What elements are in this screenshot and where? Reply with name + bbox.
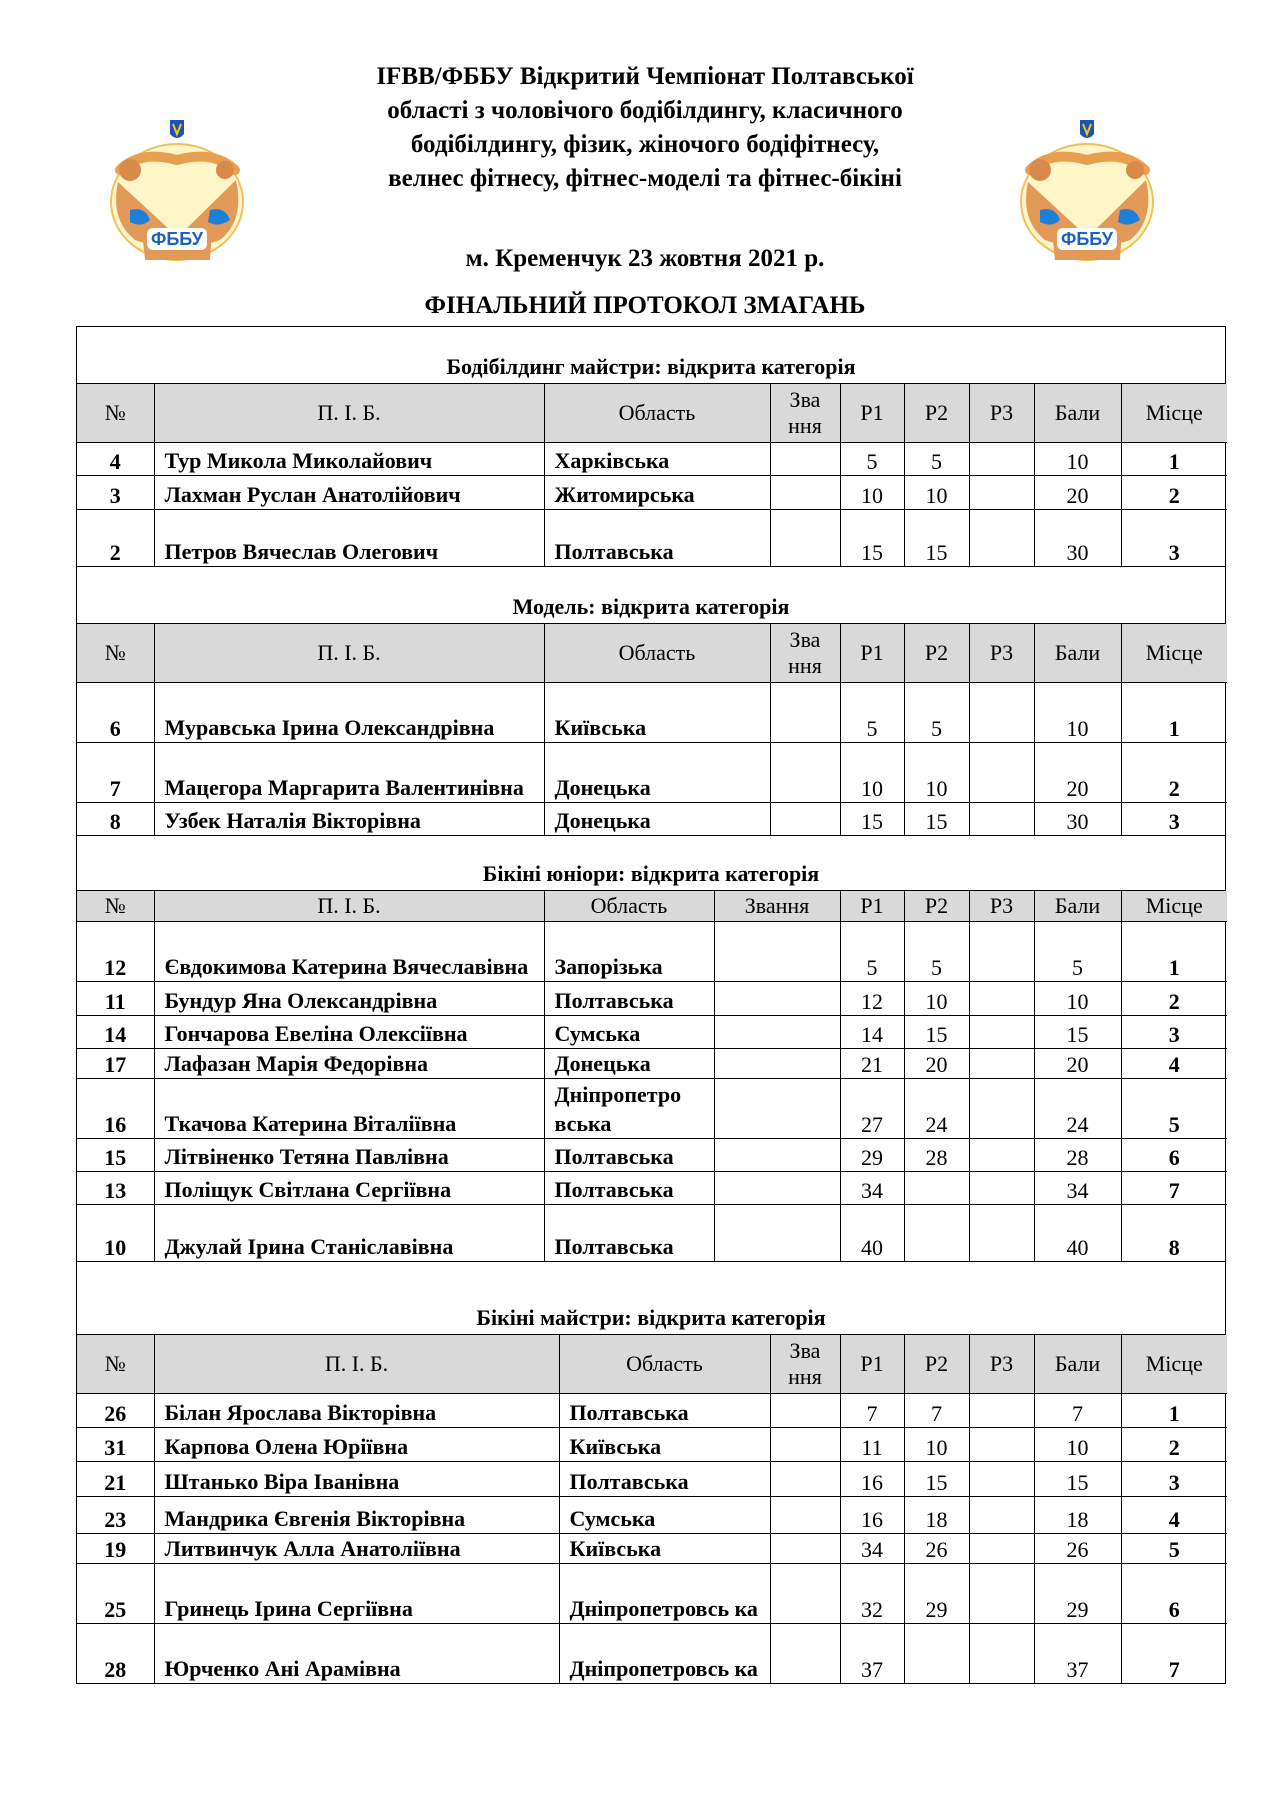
athlete-number: 8 bbox=[77, 802, 154, 835]
round-3-score bbox=[969, 1461, 1034, 1496]
athlete-name: Муравська Ірина Олександрівна bbox=[154, 682, 544, 742]
total-points: 30 bbox=[1034, 510, 1121, 566]
athlete-rank bbox=[714, 1205, 840, 1261]
col-region: Область bbox=[544, 891, 714, 922]
round-3-score bbox=[969, 1049, 1034, 1079]
athlete-name: Узбек Наталія Вікторівна bbox=[154, 802, 544, 835]
athlete-rank bbox=[770, 1496, 840, 1533]
table-row bbox=[77, 1016, 1227, 1049]
category-title: Модель: відкрита категорія bbox=[77, 566, 1225, 624]
round-1-score: 5 bbox=[840, 443, 904, 476]
title-line: велнес фітнесу, фітнес-моделі та фітнес-бікіні bbox=[388, 165, 902, 192]
total-points: 10 bbox=[1034, 443, 1121, 476]
round-3-score bbox=[969, 1393, 1034, 1427]
total-points: 18 bbox=[1034, 1496, 1121, 1533]
table-row bbox=[77, 1172, 1227, 1205]
final-place: 4 bbox=[1121, 1049, 1227, 1079]
table-row bbox=[77, 1139, 1227, 1172]
round-2-score: 5 bbox=[904, 682, 969, 742]
table-row bbox=[77, 1496, 1227, 1533]
table-row bbox=[77, 476, 1227, 510]
col-r1: Р1 bbox=[840, 624, 904, 683]
total-points: 10 bbox=[1034, 682, 1121, 742]
athlete-rank bbox=[770, 802, 840, 835]
athlete-number: 26 bbox=[77, 1393, 154, 1427]
athlete-number: 7 bbox=[77, 742, 154, 802]
athlete-number: 4 bbox=[77, 443, 154, 476]
table-row bbox=[77, 922, 1227, 982]
col-rank: Звання bbox=[714, 891, 840, 922]
total-points: 20 bbox=[1034, 476, 1121, 510]
athlete-rank bbox=[770, 1563, 840, 1623]
athlete-number: 28 bbox=[77, 1623, 154, 1683]
athlete-region: Полтавська bbox=[544, 510, 770, 566]
athlete-number: 19 bbox=[77, 1533, 154, 1563]
col-r1: Р1 bbox=[840, 891, 904, 922]
round-1-score: 7 bbox=[840, 1393, 904, 1427]
title-line: області з чоловічого бодібілдингу, класичного bbox=[387, 97, 903, 124]
col-place: Місце bbox=[1121, 1335, 1227, 1394]
document-title bbox=[250, 60, 1040, 196]
athlete-number: 14 bbox=[77, 1016, 154, 1049]
athlete-region: Донецька bbox=[544, 1049, 714, 1079]
athlete-rank bbox=[714, 1079, 840, 1139]
col-r2: Р2 bbox=[904, 891, 969, 922]
round-1-score: 11 bbox=[840, 1427, 904, 1461]
round-3-score bbox=[969, 510, 1034, 566]
col-r3: Р3 bbox=[969, 1335, 1034, 1394]
category-table bbox=[77, 624, 1227, 836]
total-points: 26 bbox=[1034, 1533, 1121, 1563]
athlete-rank bbox=[770, 476, 840, 510]
total-points: 7 bbox=[1034, 1393, 1121, 1427]
round-1-score: 16 bbox=[840, 1461, 904, 1496]
athlete-region: Київська bbox=[544, 682, 770, 742]
col-num: № bbox=[77, 384, 154, 443]
col-place: Місце bbox=[1121, 624, 1227, 683]
round-3-score bbox=[969, 1427, 1034, 1461]
final-place: 3 bbox=[1121, 1461, 1227, 1496]
athlete-name: Ткачова Катерина Віталіївна bbox=[154, 1079, 544, 1139]
athlete-name: Юрченко Ані Арамівна bbox=[154, 1623, 559, 1683]
round-3-score bbox=[969, 1172, 1034, 1205]
col-name: П. І. Б. bbox=[154, 384, 544, 443]
athlete-number: 17 bbox=[77, 1049, 154, 1079]
round-3-score bbox=[969, 1016, 1034, 1049]
round-3-score bbox=[969, 682, 1034, 742]
col-num: № bbox=[77, 891, 154, 922]
round-2-score: 20 bbox=[904, 1049, 969, 1079]
category-table bbox=[77, 1335, 1227, 1684]
athlete-rank bbox=[714, 1016, 840, 1049]
total-points: 34 bbox=[1034, 1172, 1121, 1205]
category-title: Бікіні майстри: відкрита категорія bbox=[77, 1261, 1225, 1335]
svg-text:ФББУ: ФББУ bbox=[1061, 229, 1113, 249]
round-3-score bbox=[969, 922, 1034, 982]
col-r1: Р1 bbox=[840, 384, 904, 443]
col-points: Бали bbox=[1034, 624, 1121, 683]
category-title: Бодібілдинг майстри: відкрита категорія bbox=[77, 327, 1225, 384]
athlete-name: Гончарова Евеліна Олексіївна bbox=[154, 1016, 544, 1049]
athlete-region: Київська bbox=[559, 1427, 770, 1461]
athlete-region: Сумська bbox=[559, 1496, 770, 1533]
athlete-region: Житомирська bbox=[544, 476, 770, 510]
athlete-name: Білан Ярослава Вікторівна bbox=[154, 1393, 559, 1427]
athlete-number: 21 bbox=[77, 1461, 154, 1496]
col-r2: Р2 bbox=[904, 384, 969, 443]
table-header-row bbox=[77, 384, 1227, 443]
athlete-region: Полтавська bbox=[559, 1461, 770, 1496]
col-r1: Р1 bbox=[840, 1335, 904, 1394]
athlete-rank bbox=[714, 1172, 840, 1205]
athlete-region: Дніпропетровсь ка bbox=[559, 1623, 770, 1683]
table-header-row bbox=[77, 891, 1227, 922]
round-3-score bbox=[969, 1139, 1034, 1172]
athlete-region: Харківська bbox=[544, 443, 770, 476]
col-place: Місце bbox=[1121, 384, 1227, 443]
col-region: Область bbox=[544, 624, 770, 683]
round-1-score: 14 bbox=[840, 1016, 904, 1049]
col-name: П. І. Б. bbox=[154, 1335, 559, 1394]
round-2-score: 15 bbox=[904, 510, 969, 566]
round-2-score: 10 bbox=[904, 476, 969, 510]
round-1-score: 34 bbox=[840, 1172, 904, 1205]
athlete-number: 12 bbox=[77, 922, 154, 982]
athlete-number: 10 bbox=[77, 1205, 154, 1261]
col-r3: Р3 bbox=[969, 384, 1034, 443]
round-3-score bbox=[969, 476, 1034, 510]
round-2-score: 10 bbox=[904, 1427, 969, 1461]
round-3-score bbox=[969, 443, 1034, 476]
final-place: 2 bbox=[1121, 982, 1227, 1016]
final-place: 4 bbox=[1121, 1496, 1227, 1533]
total-points: 30 bbox=[1034, 802, 1121, 835]
athlete-name: Мацегора Маргарита Валентинівна bbox=[154, 742, 544, 802]
final-place: 2 bbox=[1121, 476, 1227, 510]
final-place: 3 bbox=[1121, 802, 1227, 835]
table-header-row bbox=[77, 1335, 1227, 1394]
round-1-score: 29 bbox=[840, 1139, 904, 1172]
athlete-region: Дніпропетро вська bbox=[544, 1079, 714, 1139]
table-row bbox=[77, 1563, 1227, 1623]
total-points: 37 bbox=[1034, 1623, 1121, 1683]
round-2-score: 24 bbox=[904, 1079, 969, 1139]
round-1-score: 34 bbox=[840, 1533, 904, 1563]
round-3-score bbox=[969, 742, 1034, 802]
table-row bbox=[77, 1461, 1227, 1496]
round-2-score: 15 bbox=[904, 802, 969, 835]
total-points: 24 bbox=[1034, 1079, 1121, 1139]
round-2-score: 5 bbox=[904, 922, 969, 982]
total-points: 10 bbox=[1034, 982, 1121, 1016]
total-points: 15 bbox=[1034, 1461, 1121, 1496]
col-r3: Р3 bbox=[969, 624, 1034, 683]
athlete-rank bbox=[714, 1049, 840, 1079]
round-3-score bbox=[969, 1623, 1034, 1683]
athlete-number: 6 bbox=[77, 682, 154, 742]
category-table bbox=[77, 891, 1227, 1261]
round-3-score bbox=[969, 982, 1034, 1016]
athlete-region: Донецька bbox=[544, 802, 770, 835]
athlete-name: Литвинчук Алла Анатоліївна bbox=[154, 1533, 559, 1563]
final-place: 2 bbox=[1121, 742, 1227, 802]
col-num: № bbox=[77, 1335, 154, 1394]
athlete-region: Київська bbox=[559, 1533, 770, 1563]
round-2-score bbox=[904, 1172, 969, 1205]
athlete-region: Полтавська bbox=[544, 982, 714, 1016]
col-region: Область bbox=[544, 384, 770, 443]
col-rank: Зва ння bbox=[770, 384, 840, 443]
category-title: Бікіні юніори: відкрита категорія bbox=[77, 835, 1225, 891]
athlete-rank bbox=[770, 1461, 840, 1496]
athlete-region: Полтавська bbox=[544, 1205, 714, 1261]
athlete-name: Бундур Яна Олександрівна bbox=[154, 982, 544, 1016]
col-region: Область bbox=[559, 1335, 770, 1394]
athlete-number: 11 bbox=[77, 982, 154, 1016]
table-row bbox=[77, 682, 1227, 742]
results-table bbox=[76, 326, 1226, 1684]
athlete-name: Євдокимова Катерина Вячеславівна bbox=[154, 922, 544, 982]
round-2-score: 7 bbox=[904, 1393, 969, 1427]
final-place: 1 bbox=[1121, 682, 1227, 742]
round-3-score bbox=[969, 1079, 1034, 1139]
round-2-score: 10 bbox=[904, 742, 969, 802]
final-place: 8 bbox=[1121, 1205, 1227, 1261]
athlete-number: 3 bbox=[77, 476, 154, 510]
athlete-rank bbox=[770, 1427, 840, 1461]
col-r2: Р2 bbox=[904, 1335, 969, 1394]
table-row bbox=[77, 1393, 1227, 1427]
round-1-score: 32 bbox=[840, 1563, 904, 1623]
athlete-rank bbox=[770, 443, 840, 476]
col-points: Бали bbox=[1034, 891, 1121, 922]
athlete-rank bbox=[714, 1139, 840, 1172]
athlete-rank bbox=[770, 1533, 840, 1563]
round-1-score: 21 bbox=[840, 1049, 904, 1079]
fbbu-logo-left bbox=[90, 110, 265, 275]
round-3-score bbox=[969, 802, 1034, 835]
athlete-name: Штанько Віра Іванівна bbox=[154, 1461, 559, 1496]
round-1-score: 27 bbox=[840, 1079, 904, 1139]
round-1-score: 37 bbox=[840, 1623, 904, 1683]
round-2-score: 15 bbox=[904, 1016, 969, 1049]
athlete-number: 2 bbox=[77, 510, 154, 566]
table-row bbox=[77, 510, 1227, 566]
table-row bbox=[77, 802, 1227, 835]
final-place: 7 bbox=[1121, 1623, 1227, 1683]
athlete-name: Гринець Ірина Сергіївна bbox=[154, 1563, 559, 1623]
round-2-score bbox=[904, 1205, 969, 1261]
final-place: 6 bbox=[1121, 1139, 1227, 1172]
athlete-region: Дніпропетровсь ка bbox=[559, 1563, 770, 1623]
round-2-score: 28 bbox=[904, 1139, 969, 1172]
round-3-score bbox=[969, 1563, 1034, 1623]
athlete-rank bbox=[770, 682, 840, 742]
final-place: 7 bbox=[1121, 1172, 1227, 1205]
table-header-row bbox=[77, 624, 1227, 683]
final-place: 5 bbox=[1121, 1533, 1227, 1563]
athlete-number: 25 bbox=[77, 1563, 154, 1623]
final-place: 1 bbox=[1121, 1393, 1227, 1427]
final-place: 3 bbox=[1121, 510, 1227, 566]
round-2-score: 29 bbox=[904, 1563, 969, 1623]
table-row bbox=[77, 1049, 1227, 1079]
athlete-rank bbox=[714, 982, 840, 1016]
round-1-score: 10 bbox=[840, 476, 904, 510]
total-points: 40 bbox=[1034, 1205, 1121, 1261]
svg-text:ФББУ: ФББУ bbox=[151, 229, 203, 249]
round-2-score: 5 bbox=[904, 443, 969, 476]
col-rank: Зва ння bbox=[770, 1335, 840, 1394]
round-1-score: 40 bbox=[840, 1205, 904, 1261]
table-row bbox=[77, 982, 1227, 1016]
col-num: № bbox=[77, 624, 154, 683]
athlete-name: Тур Микола Миколайович bbox=[154, 443, 544, 476]
round-2-score bbox=[904, 1623, 969, 1683]
final-place: 3 bbox=[1121, 1016, 1227, 1049]
table-row bbox=[77, 742, 1227, 802]
table-row bbox=[77, 1079, 1227, 1139]
table-row bbox=[77, 1205, 1227, 1261]
table-row bbox=[77, 1427, 1227, 1461]
col-name: П. І. Б. bbox=[154, 624, 544, 683]
final-place: 1 bbox=[1121, 922, 1227, 982]
col-rank: Зва ння bbox=[770, 624, 840, 683]
category-table bbox=[77, 384, 1227, 566]
round-1-score: 12 bbox=[840, 982, 904, 1016]
athlete-name: Літвіненко Тетяна Павлівна bbox=[154, 1139, 544, 1172]
title-line: бодібілдингу, фізик, жіночого бодіфітнесу, bbox=[410, 131, 880, 158]
athlete-name: Карпова Олена Юріївна bbox=[154, 1427, 559, 1461]
table-row bbox=[77, 1533, 1227, 1563]
athlete-region: Сумська bbox=[544, 1016, 714, 1049]
athlete-region: Запорізька bbox=[544, 922, 714, 982]
round-1-score: 15 bbox=[840, 802, 904, 835]
event-date: м. Кременчук 23 жовтня 2021 р. bbox=[465, 245, 825, 272]
total-points: 20 bbox=[1034, 1049, 1121, 1079]
col-points: Бали bbox=[1034, 384, 1121, 443]
col-points: Бали bbox=[1034, 1335, 1121, 1394]
final-place: 2 bbox=[1121, 1427, 1227, 1461]
athlete-number: 31 bbox=[77, 1427, 154, 1461]
table-row bbox=[77, 443, 1227, 476]
athlete-number: 15 bbox=[77, 1139, 154, 1172]
round-1-score: 5 bbox=[840, 922, 904, 982]
total-points: 28 bbox=[1034, 1139, 1121, 1172]
athlete-name: Поліщук Світлана Сергіївна bbox=[154, 1172, 544, 1205]
athlete-number: 23 bbox=[77, 1496, 154, 1533]
round-3-score bbox=[969, 1205, 1034, 1261]
round-1-score: 15 bbox=[840, 510, 904, 566]
round-3-score bbox=[969, 1533, 1034, 1563]
athlete-name: Мандрика Євгенія Вікторівна bbox=[154, 1496, 559, 1533]
athlete-region: Полтавська bbox=[544, 1139, 714, 1172]
athlete-name: Джулай Ірина Станіславівна bbox=[154, 1205, 544, 1261]
athlete-rank bbox=[770, 742, 840, 802]
round-3-score bbox=[969, 1496, 1034, 1533]
athlete-region: Полтавська bbox=[544, 1172, 714, 1205]
col-r3: Р3 bbox=[969, 891, 1034, 922]
total-points: 5 bbox=[1034, 922, 1121, 982]
title-line: IFBB/ФББУ Відкритий Чемпіонат Полтавської bbox=[376, 63, 914, 90]
round-2-score: 26 bbox=[904, 1533, 969, 1563]
athlete-rank bbox=[770, 510, 840, 566]
final-place: 1 bbox=[1121, 443, 1227, 476]
athlete-rank bbox=[770, 1623, 840, 1683]
athlete-number: 16 bbox=[77, 1079, 154, 1139]
total-points: 10 bbox=[1034, 1427, 1121, 1461]
total-points: 20 bbox=[1034, 742, 1121, 802]
protocol-title: ФІНАЛЬНИЙ ПРОТОКОЛ ЗМАГАНЬ bbox=[424, 292, 866, 319]
final-place: 5 bbox=[1121, 1079, 1227, 1139]
round-2-score: 18 bbox=[904, 1496, 969, 1533]
round-1-score: 5 bbox=[840, 682, 904, 742]
round-1-score: 16 bbox=[840, 1496, 904, 1533]
final-place: 6 bbox=[1121, 1563, 1227, 1623]
athlete-rank bbox=[714, 922, 840, 982]
total-points: 15 bbox=[1034, 1016, 1121, 1049]
total-points: 29 bbox=[1034, 1563, 1121, 1623]
round-2-score: 10 bbox=[904, 982, 969, 1016]
athlete-rank bbox=[770, 1393, 840, 1427]
athlete-region: Донецька bbox=[544, 742, 770, 802]
col-place: Місце bbox=[1121, 891, 1227, 922]
col-r2: Р2 bbox=[904, 624, 969, 683]
athlete-name: Лахман Руслан Анатолійович bbox=[154, 476, 544, 510]
athlete-name: Петров Вячеслав Олегович bbox=[154, 510, 544, 566]
round-2-score: 15 bbox=[904, 1461, 969, 1496]
col-name: П. І. Б. bbox=[154, 891, 544, 922]
athlete-region: Полтавська bbox=[559, 1393, 770, 1427]
round-1-score: 10 bbox=[840, 742, 904, 802]
table-row bbox=[77, 1623, 1227, 1683]
athlete-number: 13 bbox=[77, 1172, 154, 1205]
athlete-name: Лафазан Марія Федорівна bbox=[154, 1049, 544, 1079]
